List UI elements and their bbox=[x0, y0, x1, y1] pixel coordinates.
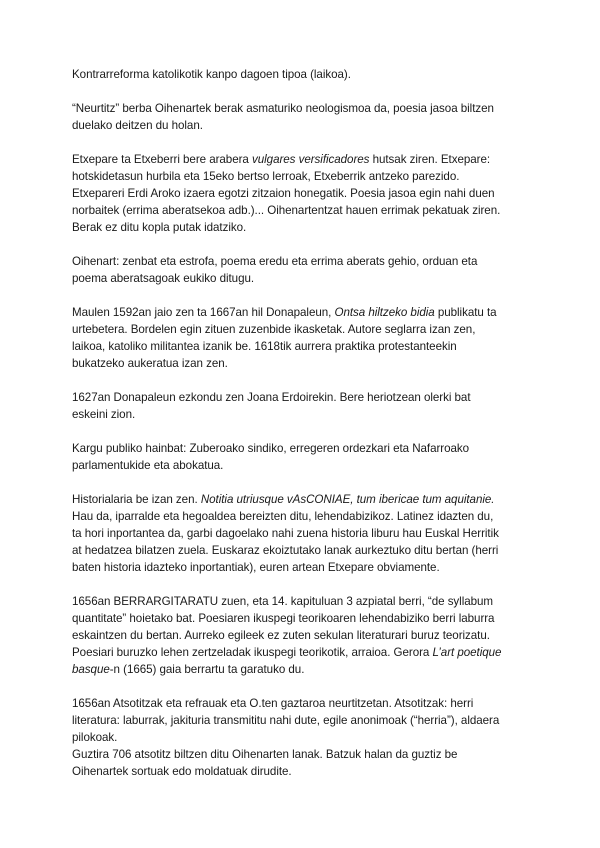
text-line bbox=[72, 491, 548, 508]
italic-title: L’art poetique bbox=[432, 646, 502, 659]
text-line bbox=[72, 304, 548, 321]
paragraph-1656-atsotitzak bbox=[72, 695, 548, 780]
italic-title: basque bbox=[72, 663, 110, 676]
text-line: norbaitek (errima aberatsekoa adb.)... Oihenartentzat hauen errimak pekatuak ziren. bbox=[72, 204, 501, 217]
italic-title: Notitia utriusque vAsCONIAE, tum ibericae tum aquitanie. bbox=[200, 493, 495, 506]
text-line bbox=[72, 661, 548, 678]
text-line: eskeini zion. bbox=[72, 408, 136, 421]
text-line: poema aberatsagoak eukiko ditugu. bbox=[72, 272, 255, 285]
text-span: publikatu ta bbox=[434, 306, 497, 319]
text-line: ta hori inportantea da, garbi dagoelako nahi zuena historia liburu hau Euskal Herritik bbox=[72, 527, 499, 540]
paragraph-etxepare bbox=[72, 151, 548, 236]
italic-term: vulgares versificadores bbox=[252, 153, 370, 166]
paragraph-1627 bbox=[72, 389, 548, 423]
text-line: Oihenartek sortuak edo moldatuak dirudite. bbox=[72, 765, 292, 778]
text-line bbox=[72, 151, 548, 168]
paragraph-intro bbox=[72, 66, 548, 83]
paragraph-maulen bbox=[72, 304, 548, 372]
text-line: bukatzeko aukeratua izan zen. bbox=[72, 357, 228, 370]
text-line: baten historia idazteko inportantiak), euren artean Etxepare obviamente. bbox=[72, 561, 440, 574]
text-line: hotskidetasun hurbila eta 15eko bertso lerroak, Etxeberrik antzeko parezido. bbox=[72, 170, 460, 183]
document-body bbox=[72, 66, 548, 780]
text-line: Hau da, iparralde eta hegoaldea bereizten ditu, lehendabizikoz. Latinez idazten du, bbox=[72, 510, 494, 523]
paragraph-kargu bbox=[72, 440, 548, 474]
text-line: Berak ez ditu kopla putak idatziko. bbox=[72, 221, 247, 234]
text-span: hutsak ziren. Etxepare: bbox=[369, 153, 491, 166]
text-line: 1656an BERRARGITARATU zuen, eta 14. kapituluan 3 azpiatal berri, “de syllabum bbox=[72, 595, 494, 608]
text-line: quantitate” hoietako bat. Poesiaren ikuspegi teorikoaren lehendabiziko berri laburra bbox=[72, 612, 495, 625]
paragraph-1656-berrargitaratu bbox=[72, 593, 548, 678]
text-line: at hedatzea bilatzen zuela. Euskaraz ekoiztutako lanak aurkeztuko ditu bertan (herri bbox=[72, 544, 499, 557]
text-span: Poesiari buruzko lehen zertzeladak ikuspegi teorikotik, arraioa. Gerora bbox=[72, 646, 430, 659]
text-line: literatura: laburrak, jakituria transmititu nahi dute, egile anonimoak (“herria”), aldaera bbox=[72, 714, 500, 727]
text-line: Kargu publiko hainbat: Zuberoako sindiko, erregeren ordezkari eta Nafarroako bbox=[72, 442, 470, 455]
text-line bbox=[72, 644, 548, 661]
text-line: pilokoak. bbox=[72, 731, 118, 744]
text-line: Oihenart: zenbat eta estrofa, poema eredu eta errima aberats gehio, orduan eta bbox=[72, 255, 478, 268]
text-line: Guztira 706 atsotitz biltzen ditu Oihenarten lanak. Batzuk halan da guztiz be bbox=[72, 748, 458, 761]
paragraph-historialaria bbox=[72, 491, 548, 576]
text-line: eskaintzen du bertan. Aurreko egileek ez zuten sekulan literaturari buruz teorizatu. bbox=[72, 629, 490, 642]
text-line: urtebetera. Bordelen egin zituen zuzenbide ikasketak. Autore seglarra izan zen, bbox=[72, 323, 476, 336]
paragraph-oihenart bbox=[72, 253, 548, 287]
text-line: laikoa, katoliko militantea izanik be. 1618tik aurrera praktika protestanteekin bbox=[72, 340, 457, 353]
text-line: “Neurtitz” berba Oihenartek berak asmaturiko neologismoa da, poesia jasoa biltzen bbox=[72, 102, 494, 115]
text-line: 1656an Atsotitzak eta refrauak eta O.ten gaztaroa neurtitzetan. Atsotitzak: herri bbox=[72, 697, 474, 710]
italic-title: Ontsa hiltzeko bidia bbox=[334, 306, 435, 319]
text-line: 1627an Donapaleun ezkondu zen Joana Erdoirekin. Bere heriotzean olerki bat bbox=[72, 391, 471, 404]
text-span: Maulen 1592an jaio zen ta 1667an hil Donapaleun, bbox=[72, 306, 335, 319]
text-line: Kontrarreforma katolikotik kanpo dagoen tipoa (laikoa). bbox=[72, 68, 351, 81]
text-span: Etxepare ta Etxeberri bere arabera bbox=[72, 153, 252, 166]
text-span: Historialaria be izan zen. bbox=[72, 493, 201, 506]
text-line: parlamentukide eta abokatua. bbox=[72, 459, 224, 472]
text-line: Etxepareri Erdi Aroko izaera egotzi zitzaion honegatik. Poesia jasoa egin nahi duen bbox=[72, 187, 495, 200]
text-span: -n (1665) gaia berrartu ta garatuko du. bbox=[109, 663, 305, 676]
text-line: duelako deitzen du holan. bbox=[72, 119, 203, 132]
paragraph-neurtitz bbox=[72, 100, 548, 134]
